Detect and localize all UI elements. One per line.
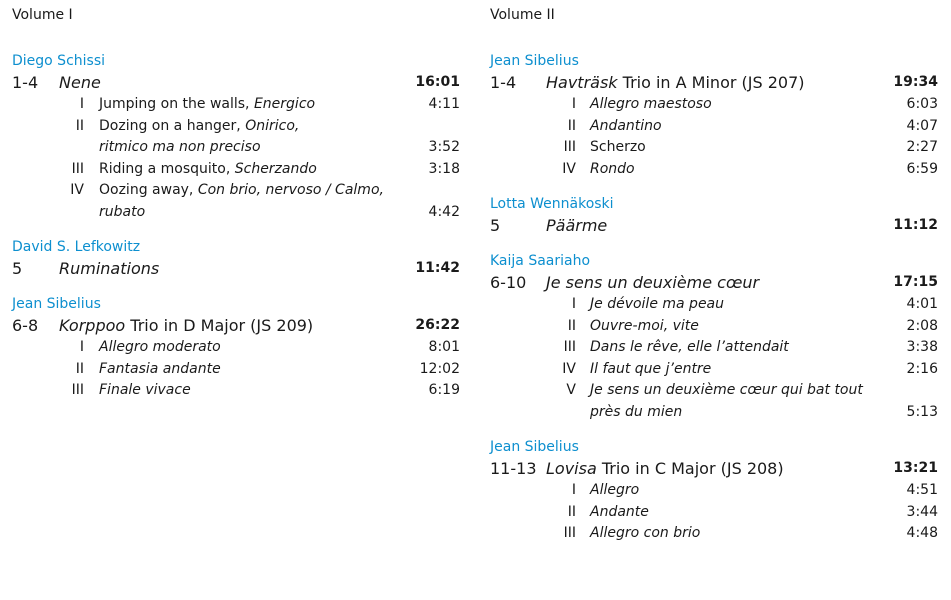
movement-title: Allegro bbox=[590, 482, 640, 498]
work-block bbox=[12, 51, 460, 223]
movement-number: II bbox=[567, 317, 576, 334]
work-total-duration: 19:34 bbox=[893, 74, 938, 90]
movement-duration: 6:03 bbox=[906, 96, 938, 112]
movement-number: IV bbox=[562, 360, 576, 377]
track-numbers: 1-4 bbox=[12, 73, 39, 92]
movement-row bbox=[490, 94, 938, 116]
work-title: Nene bbox=[59, 73, 101, 92]
movement-title: Allegro moderato bbox=[99, 339, 221, 355]
movement-title: Dozing on a hanger, Onirico, bbox=[99, 117, 300, 134]
movement-duration: 3:38 bbox=[906, 339, 938, 355]
work-title: Havträsk Trio in A Minor (JS 207) bbox=[546, 73, 805, 92]
movement-title: Rondo bbox=[590, 160, 635, 177]
movement-row bbox=[490, 316, 938, 338]
movement-row bbox=[490, 502, 938, 524]
movement-duration: 8:01 bbox=[428, 339, 460, 355]
movement-number: I bbox=[79, 96, 84, 112]
movement-duration: 3:52 bbox=[428, 139, 460, 155]
movement-number: II bbox=[75, 117, 84, 134]
movement-duration: 12:02 bbox=[419, 360, 460, 377]
work-title: Korppoo Trio in D Major (JS 209) bbox=[59, 316, 314, 335]
movement-row bbox=[12, 94, 460, 116]
movement-title: Scherzo bbox=[590, 139, 646, 155]
movement-row bbox=[490, 359, 938, 381]
work-title: Päärme bbox=[546, 216, 608, 235]
volume-2-column bbox=[490, 4, 938, 545]
movement-duration: 2:16 bbox=[906, 360, 938, 377]
track-numbers: 6-8 bbox=[12, 316, 39, 335]
movement-duration: 3:44 bbox=[906, 503, 938, 520]
movement-number: IV bbox=[70, 182, 84, 198]
composer-name: Lotta Wennäkoski bbox=[490, 196, 614, 212]
movement-number: III bbox=[563, 139, 576, 155]
movement-title: Je sens un deuxième cœur qui bat tout bbox=[590, 382, 863, 398]
movement-title: Fantasia andante bbox=[99, 360, 221, 377]
movement-number: II bbox=[75, 360, 84, 377]
movement-row bbox=[12, 380, 460, 402]
movement-row bbox=[490, 523, 938, 545]
composer-name: David S. Lefkowitz bbox=[12, 239, 141, 255]
movement-title: Allegro con brio bbox=[590, 525, 701, 541]
volume-title: Volume I bbox=[12, 7, 73, 23]
composer-name: Jean Sibelius bbox=[12, 296, 101, 312]
movement-title-continued: près du mien bbox=[590, 403, 683, 420]
work-block bbox=[490, 51, 938, 180]
work-total-duration: 11:12 bbox=[893, 217, 938, 233]
work-total-duration: 16:01 bbox=[415, 74, 460, 90]
work-block bbox=[12, 294, 460, 402]
composer-name: Jean Sibelius bbox=[490, 439, 579, 455]
movement-title-continued: rubato bbox=[99, 203, 146, 220]
movement-title-continued: ritmico ma non preciso bbox=[99, 139, 261, 155]
movement-number: II bbox=[567, 117, 576, 134]
movement-number: IV bbox=[562, 160, 576, 177]
track-numbers: 5 bbox=[490, 216, 501, 235]
work-title: Lovisa Trio in C Major (JS 208) bbox=[546, 459, 784, 478]
movement-duration: 4:07 bbox=[906, 117, 938, 134]
work-total-duration: 13:21 bbox=[893, 460, 938, 476]
movement-title: Jumping on the walls, Energico bbox=[99, 96, 316, 112]
movement-duration: 6:19 bbox=[428, 382, 460, 398]
movement-number: V bbox=[566, 382, 576, 398]
composer-name: Diego Schissi bbox=[12, 53, 106, 69]
movement-row-continued bbox=[12, 137, 460, 159]
movement-number: II bbox=[567, 503, 576, 520]
movement-row bbox=[490, 159, 938, 181]
work-total-duration: 26:22 bbox=[415, 317, 460, 333]
movement-title: Ouvre-moi, vite bbox=[590, 317, 699, 334]
movement-duration: 4:51 bbox=[906, 482, 938, 498]
movement-duration: 4:48 bbox=[906, 525, 938, 541]
track-numbers: 6-10 bbox=[490, 273, 527, 292]
movement-title: Riding a mosquito, Scherzando bbox=[99, 160, 317, 177]
movement-title: Je dévoile ma peau bbox=[590, 296, 725, 312]
movement-number: III bbox=[563, 339, 576, 355]
movement-title: Oozing away, Con brio, nervoso / Calmo, bbox=[99, 182, 384, 198]
track-numbers: 1-4 bbox=[490, 73, 517, 92]
work-row bbox=[490, 71, 938, 94]
movement-duration: 4:42 bbox=[428, 203, 460, 220]
work-block bbox=[490, 437, 938, 545]
movement-row bbox=[12, 116, 460, 138]
work-row bbox=[490, 214, 938, 237]
movement-row bbox=[490, 294, 938, 316]
movement-title: Andante bbox=[590, 503, 649, 520]
composer-name: Kaija Saariaho bbox=[490, 253, 591, 269]
movement-duration: 6:59 bbox=[906, 160, 938, 177]
movement-title: Allegro maestoso bbox=[590, 96, 712, 112]
work-row bbox=[12, 314, 460, 337]
volume-1-column bbox=[12, 4, 460, 402]
work-block bbox=[490, 194, 938, 237]
work-block bbox=[490, 251, 938, 423]
movement-duration: 4:11 bbox=[428, 96, 460, 112]
movement-duration: 4:01 bbox=[906, 296, 938, 312]
movement-number: III bbox=[71, 160, 84, 177]
work-title: Ruminations bbox=[59, 259, 160, 278]
track-numbers: 5 bbox=[12, 259, 23, 278]
movement-row-continued bbox=[490, 402, 938, 424]
movement-row bbox=[12, 180, 460, 202]
work-title: Je sens un deuxième cœur bbox=[546, 273, 760, 292]
movement-row bbox=[490, 116, 938, 138]
work-total-duration: 17:15 bbox=[893, 274, 938, 290]
composer-name: Jean Sibelius bbox=[490, 53, 579, 69]
movement-title: Dans le rêve, elle l’attendait bbox=[590, 339, 789, 355]
movement-row bbox=[490, 337, 938, 359]
movement-number: III bbox=[71, 382, 84, 398]
work-row bbox=[12, 257, 460, 280]
movement-row bbox=[490, 380, 938, 402]
movement-number: I bbox=[571, 482, 576, 498]
movement-row bbox=[12, 159, 460, 181]
movement-row bbox=[490, 480, 938, 502]
volume-title: Volume II bbox=[490, 7, 555, 23]
work-total-duration: 11:42 bbox=[415, 260, 460, 276]
movement-row bbox=[490, 137, 938, 159]
movement-duration: 5:13 bbox=[906, 403, 938, 420]
movement-title: Finale vivace bbox=[99, 382, 191, 398]
movement-row bbox=[12, 337, 460, 359]
movement-duration: 3:18 bbox=[428, 160, 460, 177]
movement-number: I bbox=[571, 296, 576, 312]
movement-title: Andantino bbox=[590, 117, 662, 134]
movement-duration: 2:27 bbox=[906, 139, 938, 155]
movement-duration: 2:08 bbox=[906, 317, 938, 334]
movement-number: III bbox=[563, 525, 576, 541]
movement-number: I bbox=[79, 339, 84, 355]
work-row bbox=[12, 71, 460, 94]
work-block bbox=[12, 237, 460, 280]
movement-title: Il faut que j’entre bbox=[590, 360, 712, 377]
movement-row bbox=[12, 359, 460, 381]
movement-row-continued bbox=[12, 202, 460, 224]
work-row bbox=[490, 457, 938, 480]
work-row bbox=[490, 271, 938, 294]
track-numbers: 11-13 bbox=[490, 459, 537, 478]
movement-number: I bbox=[571, 96, 576, 112]
